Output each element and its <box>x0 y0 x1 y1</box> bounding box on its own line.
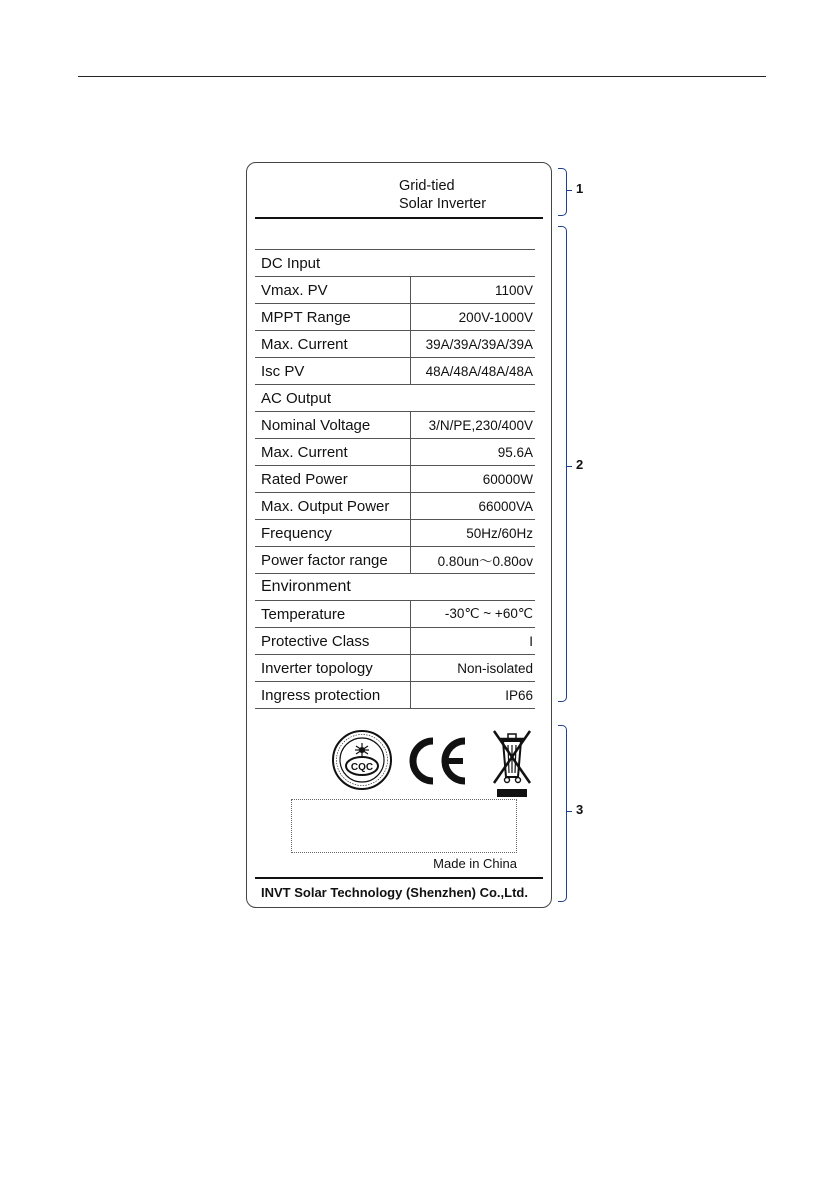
spec-section-header <box>255 574 535 601</box>
spec-key: Ingress protection <box>255 682 411 708</box>
spec-key: MPPT Range <box>255 304 411 330</box>
spec-value: IP66 <box>505 687 533 703</box>
spec-row <box>255 412 535 439</box>
section-title: DC Input <box>261 254 321 272</box>
nameplate-label <box>246 162 552 908</box>
section-title: Environment <box>261 578 351 595</box>
spec-row <box>255 655 535 682</box>
product-title: Grid-tied Solar Inverter <box>399 178 487 212</box>
section-title: AC Output <box>261 389 332 407</box>
spec-row <box>255 331 535 358</box>
page-header-rule <box>78 76 766 77</box>
spec-value: I <box>529 633 533 649</box>
spec-key: Max. Current <box>255 439 411 465</box>
spec-table <box>255 249 535 709</box>
spec-row <box>255 628 535 655</box>
spec-value: 60000W <box>482 471 533 487</box>
spec-key: Max. Output Power <box>255 493 411 519</box>
spec-key: Isc PV <box>255 358 411 384</box>
spec-section-header <box>255 250 535 277</box>
spec-row <box>255 304 535 331</box>
cqc-text: CQC <box>350 762 374 773</box>
callout-bracket-2 <box>558 226 567 702</box>
title-divider <box>255 217 543 219</box>
spec-value: 39A/39A/39A/39A <box>425 336 533 352</box>
spec-key: Rated Power <box>255 466 411 492</box>
spec-row <box>255 682 535 709</box>
footer-divider <box>255 877 543 879</box>
spec-row <box>255 520 535 547</box>
callout-tick-2 <box>566 466 572 467</box>
callout-tick-1 <box>566 190 572 191</box>
spec-row <box>255 547 535 574</box>
spec-value: 50Hz/60Hz <box>466 525 533 541</box>
spec-key: Frequency <box>255 520 411 546</box>
spec-row <box>255 601 535 628</box>
spec-value: -30℃ ~ +60℃ <box>444 606 533 621</box>
certification-marks <box>331 727 541 799</box>
spec-key: Nominal Voltage <box>255 412 411 438</box>
spec-key: Inverter topology <box>255 655 411 681</box>
spec-value: 95.6A <box>497 444 533 460</box>
spec-value: 200V-1000V <box>458 309 533 325</box>
company-name: INVT Solar Technology (Shenzhen) Co.,Ltd. <box>261 885 528 900</box>
callout-bracket-1 <box>558 168 567 216</box>
spec-row <box>255 358 535 385</box>
callout-bracket-3 <box>558 725 567 902</box>
spec-value: 3/N/PE,230/400V <box>428 417 533 433</box>
callout-number-1: 1 <box>576 181 584 196</box>
callout-number-3: 3 <box>576 802 584 817</box>
spec-key: Max. Current <box>255 331 411 357</box>
spec-row <box>255 493 535 520</box>
spec-key: Power factor range <box>255 547 411 573</box>
spec-key: Temperature <box>255 601 411 627</box>
cqc-certification-icon <box>331 729 393 791</box>
callout-number-2: 2 <box>576 457 584 472</box>
callout-tick-3 <box>566 811 572 812</box>
weee-crossed-bin-icon <box>491 727 533 799</box>
spec-row <box>255 277 535 304</box>
spec-row <box>255 466 535 493</box>
spec-section-header <box>255 385 535 412</box>
ce-mark-icon <box>407 733 469 789</box>
spec-value: Non-isolated <box>457 660 533 676</box>
made-in-text: Made in China <box>433 856 517 871</box>
spec-value: 48A/48A/48A/48A <box>425 363 533 379</box>
spec-key: Vmax. PV <box>255 277 411 303</box>
spec-value: 1100V <box>494 282 533 298</box>
serial-number-area <box>291 799 517 853</box>
spec-value: 66000VA <box>478 498 533 514</box>
spec-value: 0.80un～0.80ov <box>437 554 533 569</box>
spec-row <box>255 439 535 466</box>
spec-key: Protective Class <box>255 628 411 654</box>
